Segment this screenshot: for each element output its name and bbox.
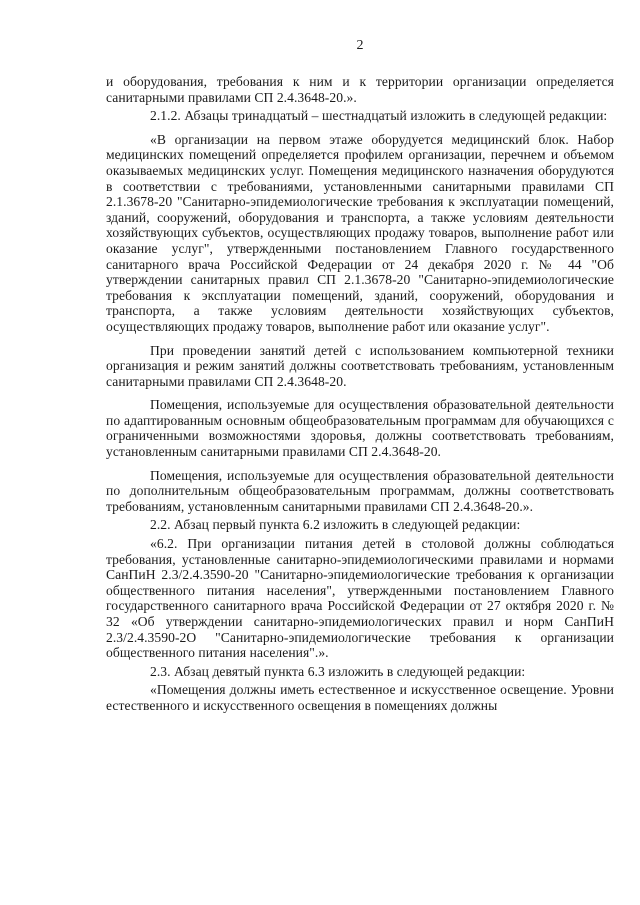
paragraph-medical-block: «В организации на первом этаже оборудуется медицинский блок. Набор медицинских помещений определяется профилем организации, перечнем и объемом оказываемых медицинских услуг. Помещения медицинского назначения оборудуются в соответствии с требованиями, установленными санитарными правилами СП 2.1.3678-20 "Санитарно-эпидемиологические требования к эксплуатации помещений, зданий, сооружений, оборудования и транспорта, а также условиям деятельности хозяйствующих субъектов, осуществляющих продажу товаров, выполнение работ или оказание услуг", утвержденными постановлением Главного государственного санитарного врача Российской Федерации от 24 декабря 2020 г. № 44 "Об утверждении санитарных правил СП 2.1.3678-20 "Санитарно-эпидемиологические требования к эксплуатации помещений, зданий, сооружений, оборудования и транспорта, а также условиям деятельности хозяйствующих субъектов, осуществляющих продажу товаров, выполнение работ или оказание услуг". (106, 131, 614, 334)
paragraph-2-3: 2.3. Абзац девятый пункта 6.3 изложить в следующей редакции: (150, 663, 526, 679)
paragraph-lighting: «Помещения должны иметь естественное и искусственное освещение. Уровни естественного и искусственного освещения в помещениях должны (106, 682, 614, 713)
paragraph-2-2: 2.2. Абзац первый пункта 6.2 изложить в следующей редакции: (150, 517, 521, 533)
paragraph-6-2: «6.2. При организации питания детей в столовой должны соблюдаться требования, установленные санитарно-эпидемиологическими правилами и нормами СанПиН 2.3/2.4.3590-20 "Санитарно-эпидемиологические требования к организации общественного питания населения", утвержденными постановлением Главного государственного санитарного врача Российской Федерации от 27 октября 2020 г. № 32 «Об утверждении санитарно-эпидемиологических правил и норм СанПиН 2.3/2.4.3590-2О "Санитарно-эпидемиологические требования к организации общественного питания населения".». (106, 536, 614, 661)
paragraph-computer-classes: При проведении занятий детей с использованием компьютерной техники организация и режим занятий должны соответствовать требованиям, установленным санитарными правилами СП 2.4.3648-20. (106, 342, 614, 389)
paragraph-adapted-programs: Помещения, используемые для осуществления образовательной деятельности по адаптированным основным общеобразовательным программам для обучающихся с ограниченными возможностями здоровья, должны соответствовать требованиям, установленным санитарными правилами СП 2.4.3648-20. (106, 397, 614, 460)
paragraph-continuation: и оборудования, требования к ним и к территории организации определяется санитарными правилами СП 2.4.3648-20.». (106, 74, 614, 105)
page-number: 2 (356, 38, 364, 53)
paragraph-additional-programs: Помещения, используемые для осуществления образовательной деятельности по дополнительным общеобразовательным программам, должны соответствовать требованиям, установленным санитарными правилами СП 2.4.3648-20.». (106, 467, 614, 514)
paragraph-2-1-2: 2.1.2. Абзацы тринадцатый – шестнадцатый изложить в следующей редакции: (150, 108, 608, 124)
